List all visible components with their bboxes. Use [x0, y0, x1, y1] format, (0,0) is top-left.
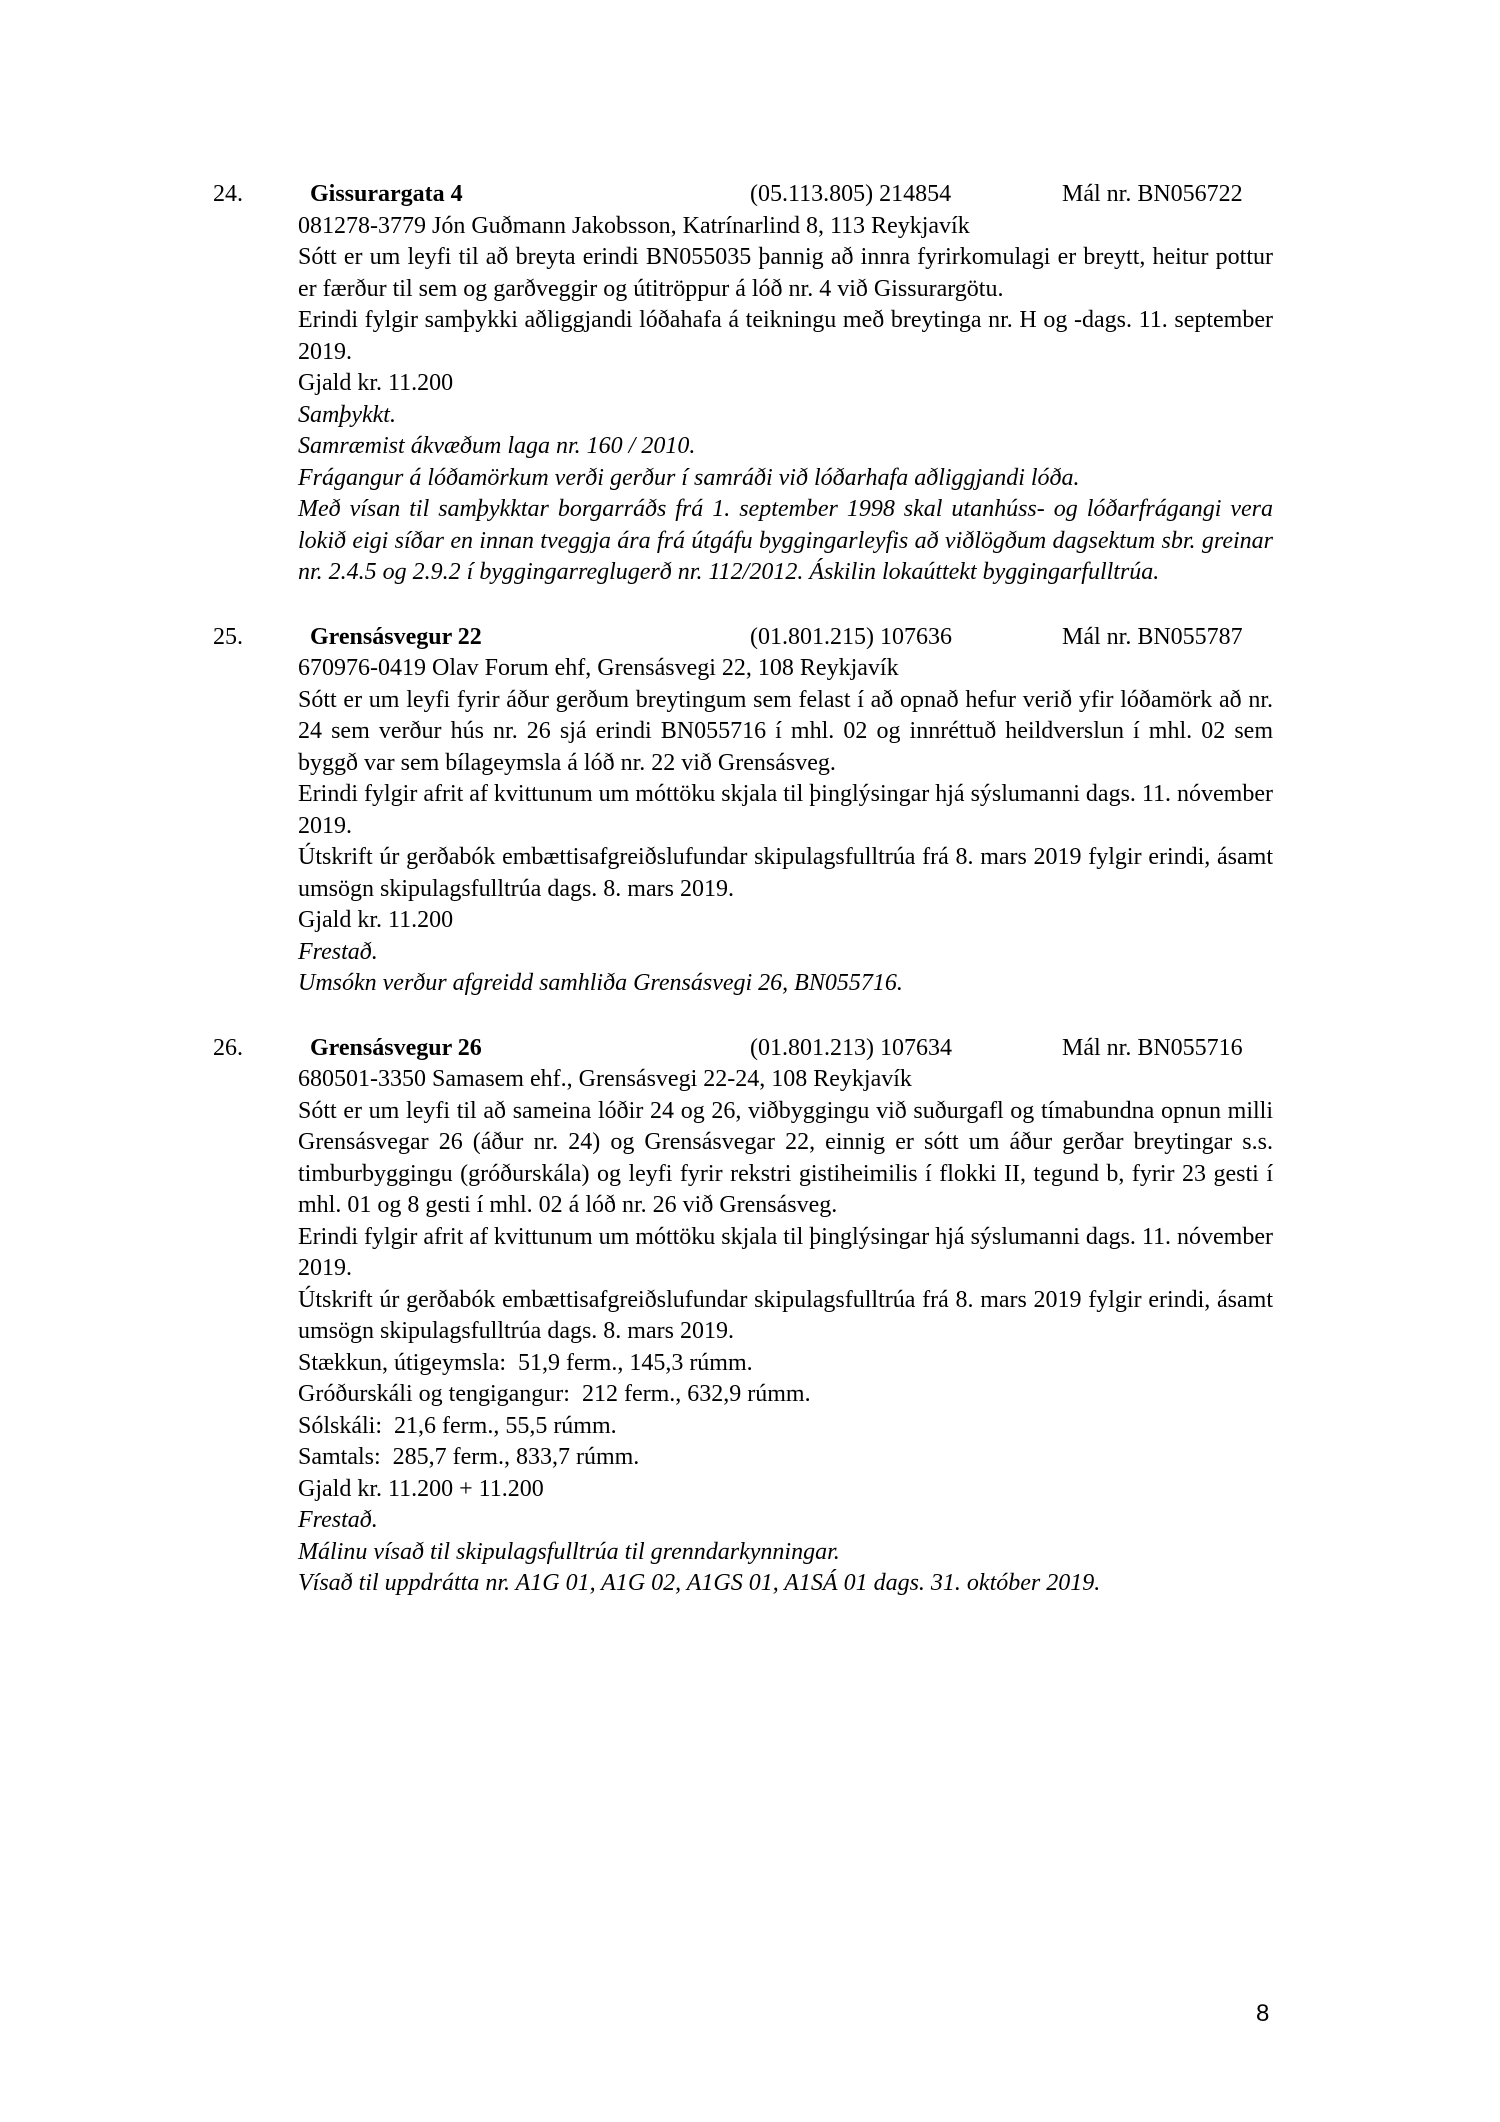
case-item	[0, 179, 1500, 589]
case-header	[0, 179, 1500, 211]
case-item	[0, 622, 1500, 1000]
case-paragraph: Erindi fylgir samþykki aðliggjandi lóðahafa á teikningu með breytinga nr. H og -dags. 11. september 2019.	[298, 307, 1273, 365]
case-paragraph: Sólskáli: 21,6 ferm., 55,5 rúmm.	[298, 1412, 617, 1439]
case-paragraph: Erindi fylgir afrit af kvittunum um móttöku skjala til þinglýsingar hjá sýslumanni dags. 11. nóvember 2019.	[298, 1223, 1273, 1281]
case-paragraph: Samþykkt.	[298, 401, 396, 428]
page-number: 8	[1256, 2000, 1270, 2027]
case-paragraph: Samtals: 285,7 ferm., 833,7 rúmm.	[298, 1444, 640, 1470]
case-address: Gissurargata 4	[310, 181, 463, 207]
case-header	[0, 622, 1500, 654]
case-paragraph: Gjald kr. 11.200 + 11.200	[298, 1475, 544, 1502]
case-paragraph: Útskrift úr gerðabók embættisafgreiðslufundar skipulagsfulltrúa frá 8. mars 2019 fylgir erindi, ásamt umsögn skipulagsfulltrúa dags. 8. mars 2019.	[298, 1286, 1273, 1344]
case-owner: 670976-0419 Olav Forum ehf, Grensásvegi 22, 108 Reykjavík	[298, 655, 899, 681]
case-item	[0, 1033, 1500, 1600]
case-paragraph: Gjald kr. 11.200	[298, 907, 454, 933]
case-number: 25.	[213, 623, 243, 650]
case-body	[0, 1096, 1500, 1600]
case-paragraph: Samræmist ákvæðum laga nr. 160 / 2010.	[298, 433, 696, 459]
case-paragraph: Sótt er um leyfi til að breyta erindi BN055035 þannig að innra fyrirkomulagi er breytt, heitur pottur er færður til sem og garðveggir og útitröppur á lóð nr. 4 við Gissurargötu.	[298, 244, 1273, 302]
case-owner: 081278-3779 Jón Guðmann Jakobsson, Katrínarlind 8, 113 Reykjavík	[298, 212, 970, 239]
case-reference: Mál nr. BN055716	[1062, 1034, 1243, 1061]
case-number: 24.	[213, 181, 243, 207]
case-property-code: (01.801.215) 107636	[750, 623, 952, 650]
case-paragraph: Frestað.	[298, 1507, 378, 1533]
case-paragraph: Gróðurskáli og tengigangur: 212 ferm., 632,9 rúmm.	[298, 1381, 811, 1407]
case-property-code: (05.113.805) 214854	[750, 181, 952, 207]
case-address: Grensásvegur 26	[310, 1034, 482, 1061]
case-address: Grensásvegur 22	[310, 623, 482, 650]
case-paragraph: Erindi fylgir afrit af kvittunum um móttöku skjala til þinglýsingar hjá sýslumanni dags. 11. nóvember 2019.	[298, 781, 1273, 839]
case-reference: Mál nr. BN056722	[1062, 181, 1243, 207]
case-body	[0, 242, 1500, 589]
case-header	[0, 1033, 1500, 1065]
case-paragraph: Sótt er um leyfi til að sameina lóðir 24 og 26, viðbyggingu við suðurgafl og tímabundna opnun milli Grensásvegar 26 (áður nr. 24) og Grensásvegar 22, einnig er sótt um áður gerðar breytingar s.s. timburbyggingu (gróðurskála) og leyfi fyrir rekstri gistiheimilis í flokki II, tegund b, fyrir 23 gesti í mhl. 01 og 8 gesti í mhl. 02 á lóð nr. 26 við Grensásveg.	[298, 1097, 1273, 1218]
case-paragraph: Sótt er um leyfi fyrir áður gerðum breytingum sem felast í að opnað hefur verið yfir lóðamörk að nr. 24 sem verður hús nr. 26 sjá erindi BN055716 í mhl. 02 og innréttuð heildverslun í mhl. 02 sem byggð var sem bílageymsla á lóð nr. 22 við Grensásveg.	[298, 686, 1273, 776]
case-body	[0, 685, 1500, 1000]
case-paragraph: Frestað.	[298, 938, 378, 965]
case-paragraph: Vísað til uppdrátta nr. A1G 01, A1G 02, A1GS 01, A1SÁ 01 dags. 31. október 2019.	[298, 1570, 1101, 1596]
case-paragraph: Frágangur á lóðamörkum verði gerður í samráði við lóðarhafa aðliggjandi lóða.	[298, 464, 1080, 491]
case-paragraph: Stækkun, útigeymsla: 51,9 ferm., 145,3 rúmm.	[298, 1349, 753, 1376]
case-paragraph: Umsókn verður afgreidd samhliða Grensásvegi 26, BN055716.	[298, 970, 903, 996]
case-number: 26.	[213, 1034, 243, 1061]
case-paragraph: Með vísan til samþykktar borgarráðs frá 1. september 1998 skal utanhúss- og lóðarfrágangi vera lokið eigi síðar en innan tveggja ára frá útgáfu byggingarleyfis að viðlögðum dagsektum sbr. greinar nr. 2.4.5 og 2.9.2 í byggingarreglugerð nr. 112/2012. Áskilin lokaúttekt byggingarfulltrúa.	[298, 496, 1273, 585]
case-paragraph: Málinu vísað til skipulagsfulltrúa til grenndarkynningar.	[298, 1538, 840, 1565]
case-property-code: (01.801.213) 107634	[750, 1034, 952, 1061]
case-reference: Mál nr. BN055787	[1062, 623, 1243, 650]
case-paragraph: Gjald kr. 11.200	[298, 370, 454, 396]
case-paragraph: Útskrift úr gerðabók embættisafgreiðslufundar skipulagsfulltrúa frá 8. mars 2019 fylgir erindi, ásamt umsögn skipulagsfulltrúa dags. 8. mars 2019.	[298, 844, 1273, 902]
case-owner: 680501-3350 Samasem ehf., Grensásvegi 22-24, 108 Reykjavík	[298, 1066, 912, 1092]
